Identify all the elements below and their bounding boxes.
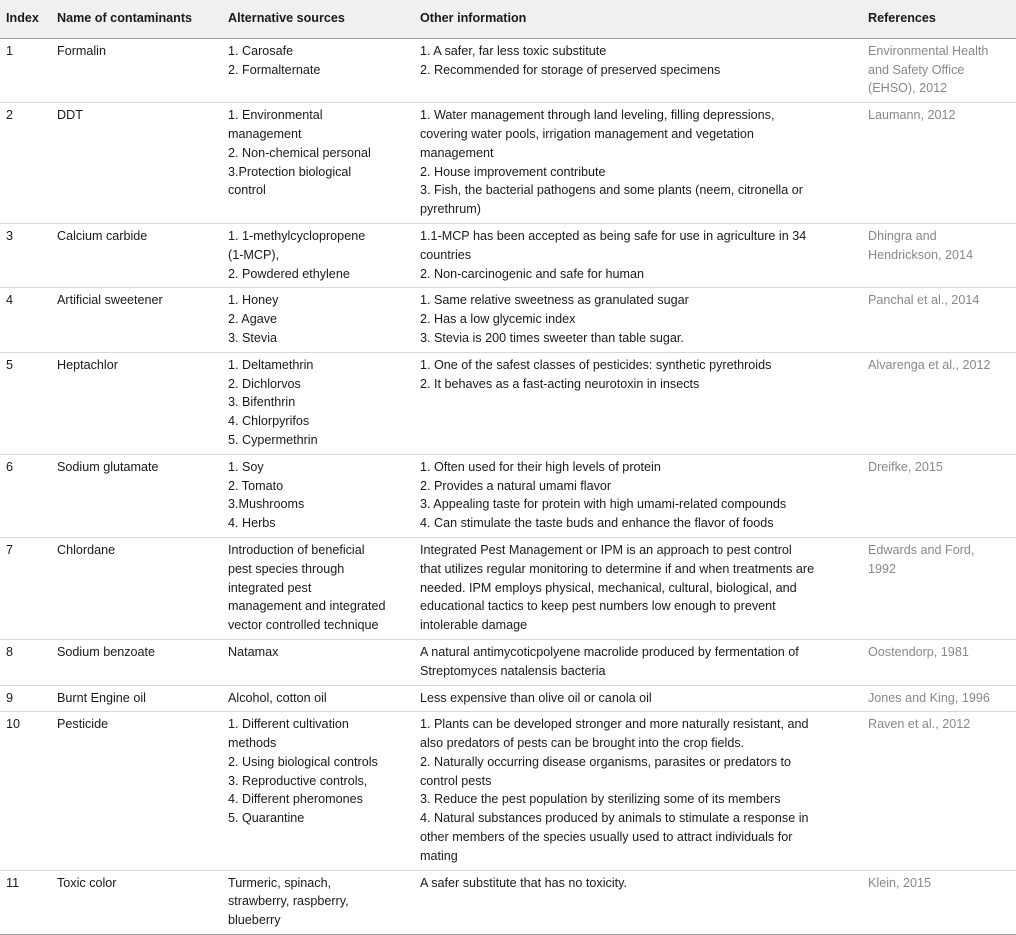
- table-body: [0, 38, 1016, 934]
- cell-info: [414, 685, 862, 712]
- cell-line: Turmeric, spinach,: [228, 875, 332, 890]
- cell-line: 4. Herbs: [228, 516, 276, 531]
- cell-line: Less expensive than olive oil or canola oil: [420, 690, 652, 705]
- cell-line: mating: [420, 848, 458, 863]
- cell-line: integrated pest: [228, 580, 312, 595]
- cell-alternatives: [222, 537, 414, 639]
- cell-line: Streptomyces natalensis bacteria: [420, 663, 606, 678]
- cell-index: 2: [0, 103, 51, 224]
- cell-alternatives: [222, 712, 414, 870]
- cell-references: [862, 103, 1016, 224]
- cell-line: educational tactics to keep pest numbers low enough to prevent: [420, 599, 776, 614]
- cell-line: 3. Reduce the pest population by sterilizing some of its members: [420, 792, 781, 807]
- cell-line: that utilizes regular monitoring to determine if and when treatments are: [420, 561, 815, 576]
- table-row: [0, 288, 1016, 352]
- cell-line: 4. Natural substances produced by animals to stimulate a response in: [420, 811, 809, 826]
- table-row: [0, 103, 1016, 224]
- cell-line: 2. Dichlorvos: [228, 376, 301, 391]
- cell-line: also predators of pests can be brought into the crop fields.: [420, 736, 745, 751]
- cell-line: 1. A safer, far less toxic substitute: [420, 43, 607, 58]
- cell-line: Laumann, 2012: [868, 108, 956, 123]
- cell-alternatives: [222, 870, 414, 934]
- header-row: [0, 0, 1016, 38]
- cell-name: Calcium carbide: [51, 223, 222, 287]
- cell-info: [414, 352, 862, 454]
- cell-line: other members of the species usually used to attract individuals for: [420, 830, 793, 845]
- cell-line: 2. House improvement contribute: [420, 164, 606, 179]
- table-row: [0, 685, 1016, 712]
- cell-info: [414, 712, 862, 870]
- cell-line: Introduction of beneficial: [228, 542, 365, 557]
- cell-line: Panchal et al., 2014: [868, 293, 980, 308]
- cell-alternatives: [222, 103, 414, 224]
- cell-name: DDT: [51, 103, 222, 224]
- cell-line: Environmental Health: [868, 43, 989, 58]
- cell-references: [862, 454, 1016, 537]
- header-references: References: [862, 0, 1016, 38]
- cell-line: 1. Environmental: [228, 108, 323, 123]
- cell-line: Edwards and Ford,: [868, 542, 975, 557]
- cell-info: [414, 38, 862, 102]
- cell-name: Sodium glutamate: [51, 454, 222, 537]
- table-row: [0, 223, 1016, 287]
- cell-name: Sodium benzoate: [51, 639, 222, 685]
- cell-alternatives: [222, 223, 414, 287]
- cell-line: Dhingra and: [868, 228, 937, 243]
- cell-line: 2. Non-carcinogenic and safe for human: [420, 266, 645, 281]
- cell-line: A natural antimycoticpolyene macrolide produced by fermentation of: [420, 644, 799, 659]
- cell-line: 1. Soy: [228, 459, 264, 474]
- cell-line: 1992: [868, 561, 897, 576]
- cell-line: 4. Chlorpyrifos: [228, 414, 310, 429]
- cell-line: intolerable damage: [420, 618, 528, 633]
- table-row: [0, 870, 1016, 934]
- cell-references: [862, 537, 1016, 639]
- cell-index: 10: [0, 712, 51, 870]
- cell-line: Klein, 2015: [868, 875, 932, 890]
- cell-references: [862, 223, 1016, 287]
- cell-name: Burnt Engine oil: [51, 685, 222, 712]
- cell-line: 5. Quarantine: [228, 811, 305, 826]
- cell-references: [862, 352, 1016, 454]
- cell-line: Hendrickson, 2014: [868, 247, 974, 262]
- cell-line: 3. Reproductive controls,: [228, 773, 368, 788]
- cell-line: 1. Deltamethrin: [228, 357, 314, 372]
- cell-index: 6: [0, 454, 51, 537]
- cell-alternatives: [222, 288, 414, 352]
- table-row: [0, 537, 1016, 639]
- cell-line: 1. Honey: [228, 293, 279, 308]
- cell-references: [862, 712, 1016, 870]
- cell-line: management and integrated: [228, 599, 386, 614]
- cell-alternatives: [222, 454, 414, 537]
- cell-name: Heptachlor: [51, 352, 222, 454]
- cell-line: control pests: [420, 773, 492, 788]
- cell-line: covering water pools, irrigation management and vegetation: [420, 126, 754, 141]
- cell-line: pyrethrum): [420, 202, 481, 217]
- header-info: Other information: [414, 0, 862, 38]
- table-row: [0, 454, 1016, 537]
- cell-references: [862, 685, 1016, 712]
- cell-references: [862, 38, 1016, 102]
- cell-line: A safer substitute that has no toxicity.: [420, 875, 627, 890]
- cell-index: 7: [0, 537, 51, 639]
- cell-index: 9: [0, 685, 51, 712]
- cell-line: 2. It behaves as a fast-acting neurotoxin in insects: [420, 376, 700, 391]
- table-row: [0, 38, 1016, 102]
- cell-info: [414, 103, 862, 224]
- cell-line: needed. IPM employs physical, mechanical, cultural, biological, and: [420, 580, 797, 595]
- cell-references: [862, 639, 1016, 685]
- cell-line: 4. Different pheromones: [228, 792, 363, 807]
- table-header: [0, 0, 1016, 38]
- cell-line: management: [228, 126, 302, 141]
- cell-line: 2. Naturally occurring disease organisms, parasites or predators to: [420, 754, 791, 769]
- cell-line: Jones and King, 1996: [868, 690, 990, 705]
- table-row: [0, 712, 1016, 870]
- cell-index: 3: [0, 223, 51, 287]
- cell-line: 2. Tomato: [228, 478, 284, 493]
- cell-line: 2. Has a low glycemic index: [420, 312, 576, 327]
- cell-line: 1. Different cultivation: [228, 717, 349, 732]
- cell-line: vector controlled technique: [228, 618, 379, 633]
- cell-references: [862, 288, 1016, 352]
- cell-info: [414, 639, 862, 685]
- cell-line: Dreifke, 2015: [868, 459, 943, 474]
- cell-line: 2. Recommended for storage of preserved specimens: [420, 62, 721, 77]
- cell-line: Alvarenga et al., 2012: [868, 357, 991, 372]
- cell-line: 2. Using biological controls: [228, 754, 378, 769]
- cell-line: 1. Water management through land leveling, filling depressions,: [420, 108, 775, 123]
- header-name: Name of contaminants: [51, 0, 222, 38]
- cell-line: 1. Often used for their high levels of protein: [420, 459, 661, 474]
- cell-line: 1. One of the safest classes of pesticides: synthetic pyrethroids: [420, 357, 772, 372]
- cell-line: strawberry, raspberry,: [228, 894, 349, 909]
- cell-line: Alcohol, cotton oil: [228, 690, 327, 705]
- cell-alternatives: [222, 352, 414, 454]
- cell-line: 1. Plants can be developed stronger and more naturally resistant, and: [420, 717, 809, 732]
- cell-name: Pesticide: [51, 712, 222, 870]
- header-index: Index: [0, 0, 51, 38]
- cell-line: 1. Carosafe: [228, 43, 294, 58]
- cell-line: 2. Powdered ethylene: [228, 266, 350, 281]
- cell-line: Oostendorp, 1981: [868, 644, 969, 659]
- cell-line: (EHSO), 2012: [868, 81, 948, 96]
- cell-line: control: [228, 183, 266, 198]
- cell-index: 11: [0, 870, 51, 934]
- cell-line: Natamax: [228, 644, 279, 659]
- cell-line: management: [420, 145, 494, 160]
- cell-line: 3. Stevia: [228, 330, 278, 345]
- cell-line: blueberry: [228, 913, 281, 928]
- cell-index: 8: [0, 639, 51, 685]
- cell-info: [414, 454, 862, 537]
- table-row: [0, 639, 1016, 685]
- cell-references: [862, 870, 1016, 934]
- cell-info: [414, 223, 862, 287]
- cell-name: Chlordane: [51, 537, 222, 639]
- cell-alternatives: [222, 685, 414, 712]
- cell-name: Formalin: [51, 38, 222, 102]
- header-alternatives: Alternative sources: [222, 0, 414, 38]
- cell-line: 2. Agave: [228, 312, 278, 327]
- cell-line: 3.Protection biological: [228, 164, 352, 179]
- cell-line: Raven et al., 2012: [868, 717, 971, 732]
- cell-index: 1: [0, 38, 51, 102]
- table-row: [0, 352, 1016, 454]
- cell-line: pest species through: [228, 561, 345, 576]
- cell-line: 2. Provides a natural umami flavor: [420, 478, 612, 493]
- cell-line: 1. Same relative sweetness as granulated sugar: [420, 293, 689, 308]
- cell-line: 2. Non-chemical personal: [228, 145, 371, 160]
- cell-name: Toxic color: [51, 870, 222, 934]
- cell-alternatives: [222, 639, 414, 685]
- cell-alternatives: [222, 38, 414, 102]
- cell-line: methods: [228, 736, 277, 751]
- cell-info: [414, 537, 862, 639]
- cell-line: 3. Fish, the bacterial pathogens and some plants (neem, citronella or: [420, 183, 803, 198]
- cell-line: 3. Stevia is 200 times sweeter than table sugar.: [420, 330, 684, 345]
- cell-line: 3.Mushrooms: [228, 497, 305, 512]
- cell-index: 4: [0, 288, 51, 352]
- cell-line: 4. Can stimulate the taste buds and enhance the flavor of foods: [420, 516, 774, 531]
- cell-line: 5. Cypermethrin: [228, 432, 318, 447]
- cell-info: [414, 288, 862, 352]
- cell-line: and Safety Office: [868, 62, 965, 77]
- cell-line: 3. Bifenthrin: [228, 395, 296, 410]
- cell-line: (1-MCP),: [228, 247, 280, 262]
- cell-line: 1.1-MCP has been accepted as being safe for use in agriculture in 34: [420, 228, 807, 243]
- cell-line: 2. Formalternate: [228, 62, 321, 77]
- cell-name: Artificial sweetener: [51, 288, 222, 352]
- cell-line: 3. Appealing taste for protein with high umami-related compounds: [420, 497, 787, 512]
- cell-info: [414, 870, 862, 934]
- cell-index: 5: [0, 352, 51, 454]
- cell-line: Integrated Pest Management or IPM is an approach to pest control: [420, 542, 792, 557]
- cell-line: 1. 1-methylcyclopropene: [228, 228, 366, 243]
- cell-line: countries: [420, 247, 472, 262]
